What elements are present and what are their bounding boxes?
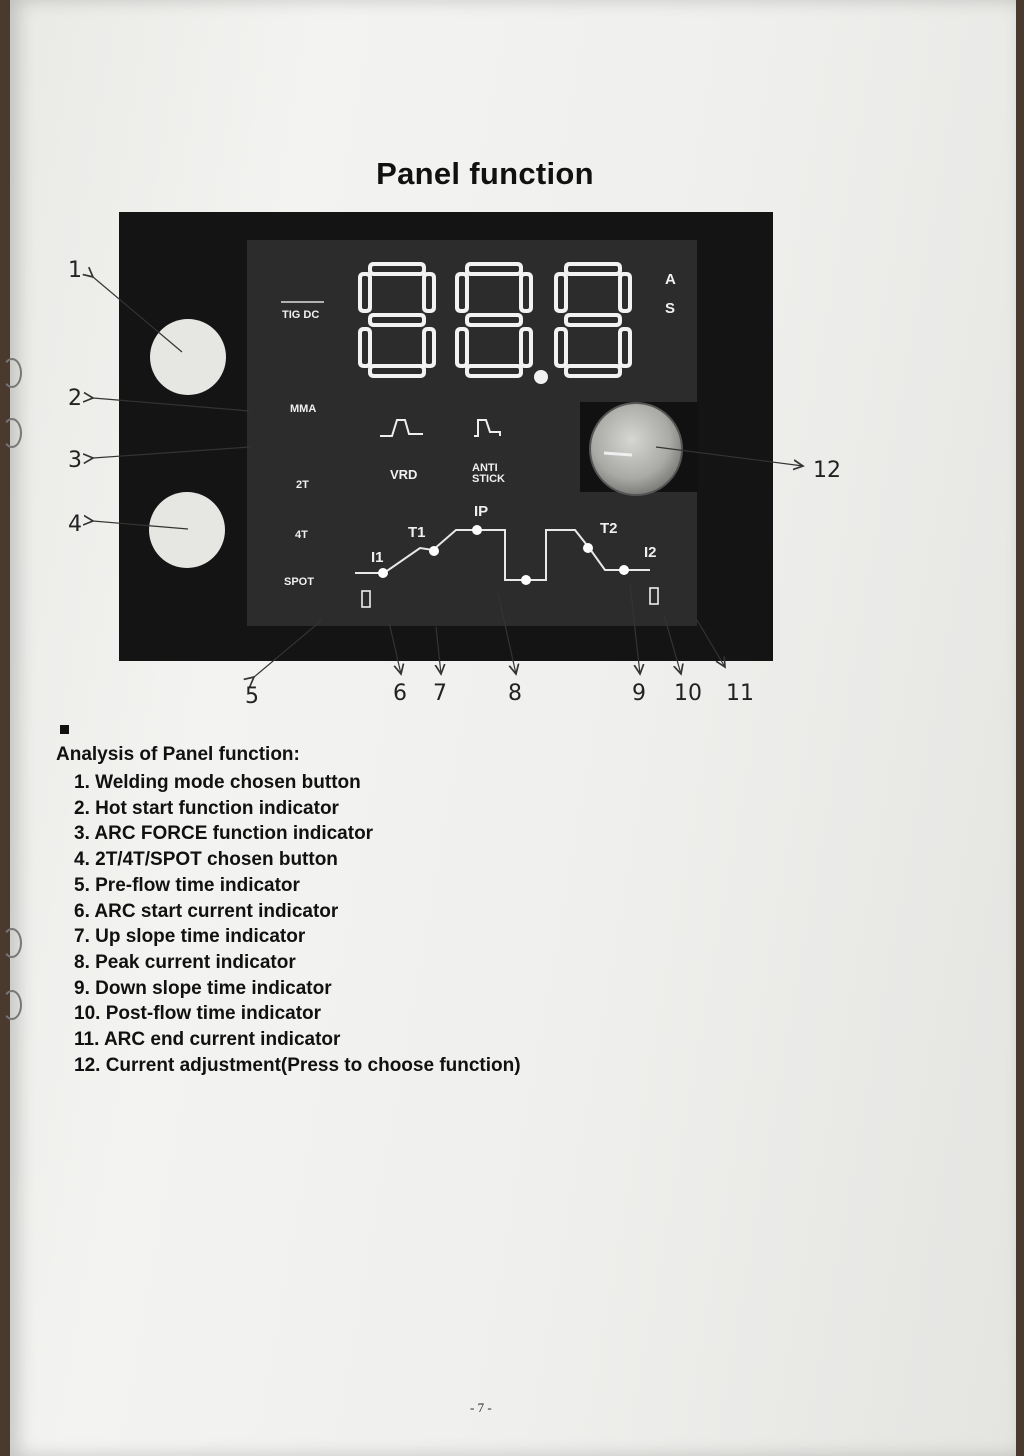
analysis-list <box>56 770 521 1078</box>
digit-segment-outline <box>622 276 628 309</box>
callout-10: 10 <box>674 681 702 706</box>
digit-segment-outline <box>558 331 564 364</box>
list-item: 4. 2T/4T/SPOT chosen button <box>74 849 338 871</box>
page-number: - 7 - <box>470 1400 492 1415</box>
digit-segment-outline <box>372 266 422 272</box>
list-item: 10. Post-flow time indicator <box>74 1003 322 1025</box>
callout-11: 11 <box>726 681 754 706</box>
digit-segment-outline <box>459 331 465 364</box>
digit-segment-outline <box>568 368 618 374</box>
peak-current-led <box>472 525 482 535</box>
callout-4: 4 <box>68 512 82 537</box>
welding-mode-button[interactable] <box>150 319 226 395</box>
mode-label-2t: 2T <box>296 479 309 491</box>
up-slope-led <box>429 546 439 556</box>
analysis-heading: Analysis of Panel function: <box>56 744 300 765</box>
digit-segment-outline <box>558 276 564 309</box>
list-item: 12. Current adjustment(Press to choose function) <box>74 1054 521 1076</box>
curve-label-i2: I2 <box>644 544 657 561</box>
digit-segment-outline <box>568 266 618 272</box>
binding-hole <box>2 990 22 1020</box>
digit-segment-outline <box>362 331 368 364</box>
digit-segment-outline <box>469 317 519 323</box>
digit-segment-outline <box>568 317 618 323</box>
callout-7: 7 <box>433 681 447 706</box>
callout-3: 3 <box>68 448 82 473</box>
decimal-point <box>534 370 548 384</box>
digit-segment-outline <box>459 276 465 309</box>
digit-segment-outline <box>469 368 519 374</box>
knob-marker <box>604 453 632 455</box>
digit-segment-outline <box>426 331 432 364</box>
callout-2: 2 <box>68 386 82 411</box>
list-item: 6. ARC start current indicator <box>74 900 339 922</box>
callout-6: 6 <box>393 681 407 706</box>
unit-seconds: S <box>665 300 676 317</box>
list-item: 2. Hot start function indicator <box>74 797 339 819</box>
digit-segment-outline <box>469 266 519 272</box>
callout-12: 12 <box>813 458 841 483</box>
page-title: Panel function <box>376 156 594 191</box>
mode-label-spot: SPOT <box>284 576 314 588</box>
digit-segment-outline <box>622 331 628 364</box>
arc-end-current-led <box>619 565 629 575</box>
panel-diagram <box>0 0 1024 720</box>
callout-5: 5 <box>245 684 259 709</box>
list-item: 3. ARC FORCE function indicator <box>74 823 374 845</box>
unit-amps: A <box>665 271 676 288</box>
callout-9: 9 <box>632 681 646 706</box>
anti-stick-label-line: ANTI <box>472 462 498 474</box>
digit-segment-outline <box>372 368 422 374</box>
binding-hole <box>2 928 22 958</box>
trigger-mode-button[interactable] <box>149 492 225 568</box>
list-item: 7. Up slope time indicator <box>74 926 306 948</box>
digit-segment-outline <box>523 331 529 364</box>
curve-label-i1: I1 <box>371 549 384 566</box>
down-slope-led <box>583 543 593 553</box>
callout-1: 1 <box>68 258 82 283</box>
mode-label-mma: MMA <box>290 403 317 415</box>
callout-8: 8 <box>508 681 522 706</box>
curve-label-t1: T1 <box>408 524 426 541</box>
list-item: 11. ARC end current indicator <box>74 1029 341 1051</box>
digit-segment-outline <box>362 276 368 309</box>
digit-segment-outline <box>426 276 432 309</box>
mode-label-4t: 4T <box>295 529 308 541</box>
base-current-led <box>521 575 531 585</box>
curve-label-ip: IP <box>474 503 489 520</box>
list-item: 9. Down slope time indicator <box>74 977 332 999</box>
vrd-label: VRD <box>390 467 418 482</box>
list-item: 5. Pre-flow time indicator <box>74 874 300 896</box>
analysis-section <box>56 725 521 1078</box>
digit-segment-outline <box>372 317 422 323</box>
list-item: 1. Welding mode chosen button <box>74 772 361 793</box>
bullet-square <box>60 725 69 734</box>
mode-label-tig-dc: TIG DC <box>282 309 320 321</box>
list-item: 8. Peak current indicator <box>74 951 296 973</box>
curve-label-t2: T2 <box>600 520 618 537</box>
anti-stick-label-line: STICK <box>472 473 505 485</box>
arc-start-current-led <box>378 568 388 578</box>
digit-segment-outline <box>523 276 529 309</box>
